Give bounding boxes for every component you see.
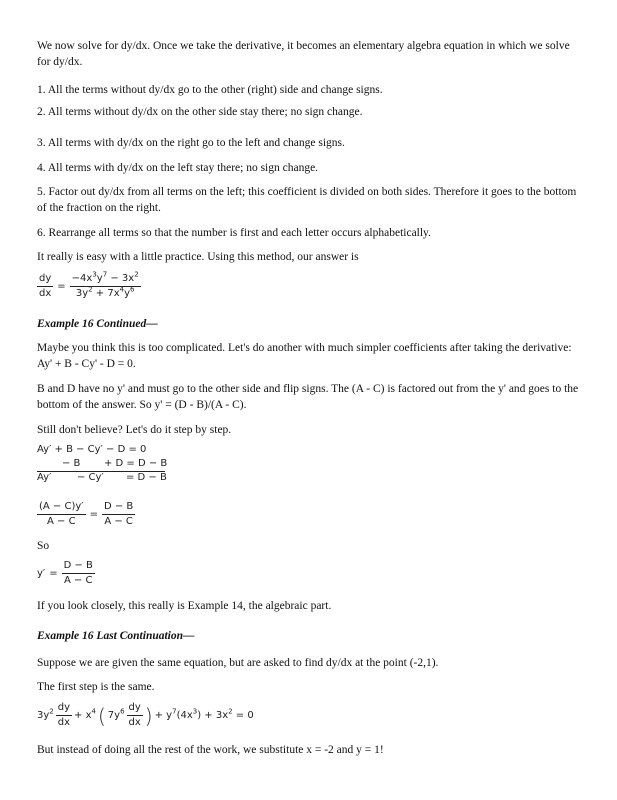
factored-lhs-fraction [37, 501, 86, 528]
frac-numerator: dy [37, 273, 53, 287]
intro-paragraph: We now solve for dy/dx. Once we take the derivative, it becomes an elementary algebra equation in which we solve for dy/dx. [37, 40, 570, 68]
term-3y2: $3y^2$ [37, 707, 54, 721]
step-6: 6. Rearrange all terms so that the number is first and each letter occurs alphabetically. [37, 227, 431, 239]
still-paragraph: Still don't believe? Let's do it step by step. [37, 424, 232, 436]
step-row-3b: − Cy′ [77, 472, 104, 483]
step-1: 1. All the terms without dy/dx go to the other (right) side and change signs. [37, 84, 383, 96]
heading-example-16-last: Example 16 Last Continuation— [37, 630, 195, 642]
dy-dx-fraction-1 [56, 702, 72, 729]
so-paragraph: So [37, 540, 50, 552]
frac-numerator: dy [56, 702, 72, 716]
right-paren: ) [144, 703, 153, 728]
frac-denominator: dx [57, 717, 71, 728]
factored-equation [37, 501, 135, 528]
step-row-3a: Ay′ [37, 472, 52, 483]
equals-sign: = [57, 280, 66, 292]
suppose-paragraph: Suppose we are given the same equation, but are asked to find dy/dx at the point (-2,1). [37, 657, 439, 669]
instead-paragraph: But instead of doing all the rest of the work, we substitute x = -2 and y = 1! [37, 744, 384, 756]
step-2: 2. All terms without dy/dx on the other side stay there; no sign change. [37, 106, 363, 118]
answer-fraction [70, 270, 141, 300]
equals-sign: = [49, 567, 58, 579]
first-step-paragraph: The first step is the same. [37, 681, 155, 693]
step-row-2a: − B [62, 458, 81, 469]
result-denominator: A − C [63, 575, 93, 586]
step-row-3c: = D − B [126, 472, 167, 483]
heading-example-16-continued: Example 16 Continued— [37, 318, 158, 330]
step-row-2b: + D = D − B [104, 458, 168, 469]
factored-lhs-denominator: A − C [47, 516, 76, 527]
bd-paragraph: B and D have no y' and must go to the other side and flip signs. The (A - C) is factored out from the y' and goes to the bottom of the answer. So y' = (D - B)/(A - C). [37, 383, 579, 411]
term-7y6: $7y^6$ [107, 707, 125, 721]
term-x4: + $x^4$ [74, 707, 96, 721]
step-3: 3. All terms with dy/dx on the right go to the left and change signs. [37, 137, 345, 149]
frac-denominator: dx [128, 717, 141, 728]
frac-denominator: dx [39, 288, 52, 299]
practice-paragraph: It really is easy with a little practice. Using this method, our answer is [37, 251, 359, 263]
maybe-paragraph: Maybe you think this is too complicated. Let's do another with much simpler coefficients after taking the derivative: Ay' + B - Cy' - D = 0. [37, 342, 572, 370]
y-prime-label: y′ [37, 567, 46, 579]
factored-lhs-numerator: (A − C)y′ [37, 501, 86, 515]
left-paren: ( [97, 703, 106, 728]
dy-dx-fraction [37, 273, 53, 300]
step-5: 5. Factor out dy/dx from all terms on the left; this coefficient is divided on both sides. Therefore it goes to the bottom of the fraction on the right. [37, 186, 577, 214]
step-row-1: Ay′ + B − Cy′ − D = 0 [37, 444, 147, 455]
derivative-equation [37, 702, 254, 729]
term-rest: + $y^7(4x^3) + 3x^2 = 0$ [154, 707, 254, 721]
frac-numerator: dy [127, 702, 143, 716]
answer-numerator: $-4x^3y^7 - 3x^2$ [70, 273, 141, 287]
result-numerator: D − B [62, 560, 95, 574]
closely-paragraph: If you look closely, this really is Example 14, the algebraic part. [37, 600, 332, 612]
result-fraction [62, 560, 95, 587]
answer-denominator: $3y^2 + 7x^4y^6$ [75, 285, 135, 299]
factored-rhs-denominator: A − C [104, 516, 133, 527]
equals-sign: = [89, 508, 98, 520]
result-equation [37, 560, 95, 587]
dy-dx-fraction-2 [127, 702, 143, 729]
factored-rhs-numerator: D − B [102, 501, 135, 515]
factored-rhs-fraction [102, 501, 135, 528]
step-4: 4. All terms with dy/dx on the left stay there; no sign change. [37, 162, 319, 174]
answer-equation [37, 270, 141, 300]
